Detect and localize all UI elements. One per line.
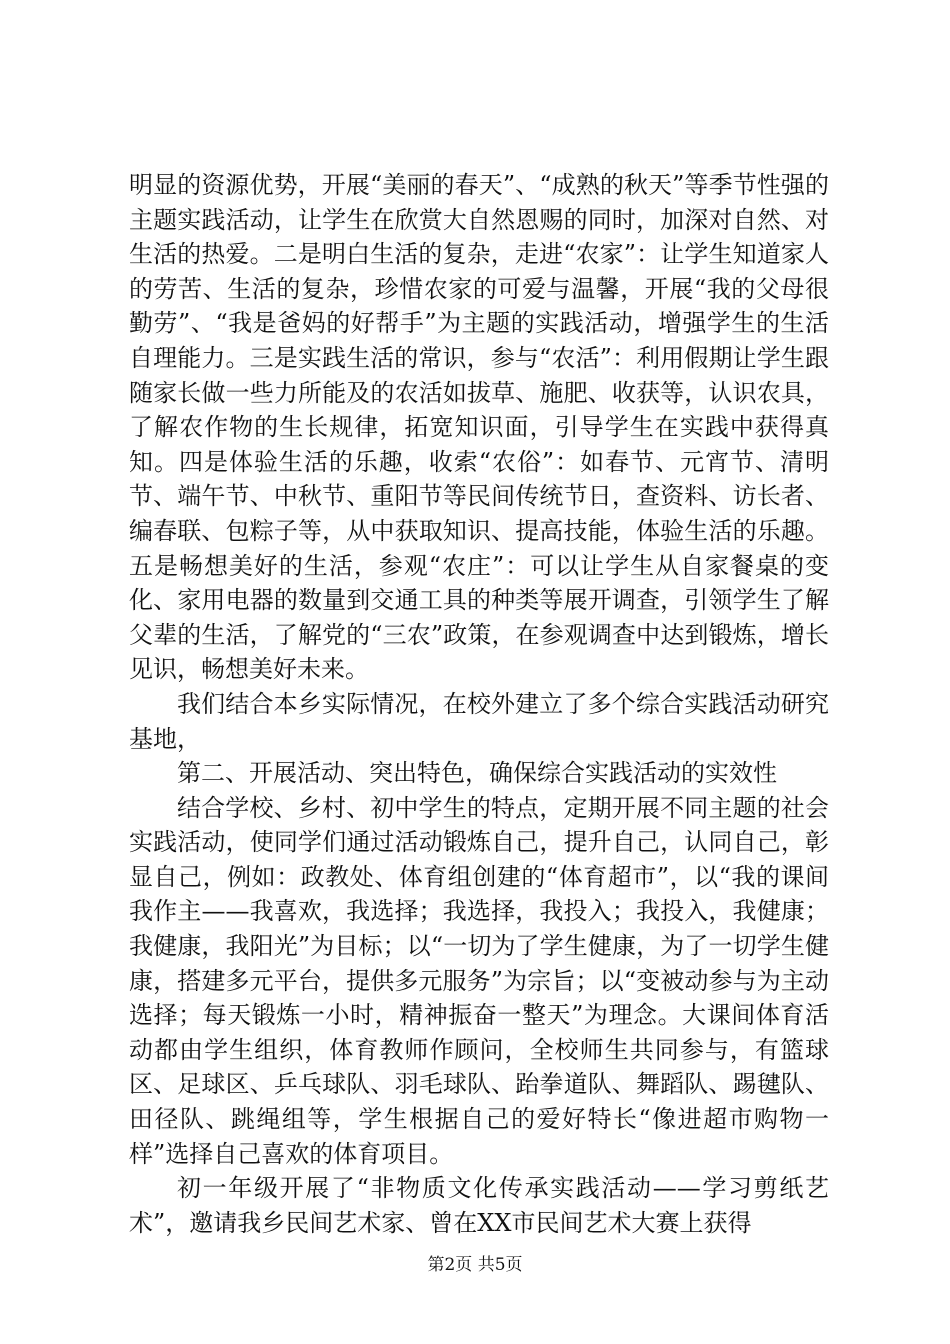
section-heading-second: 第二、开展活动、突出特色，确保综合实践活动的实效性 <box>177 759 777 788</box>
document-body <box>129 168 829 1240</box>
paragraph-sports-supermarket: 结合学校、乡村、初中学生的特点，定期开展不同主题的社会实践活动，使同学们通过活动锻炼自己，提升自己，认同自己，彰显自己，例如：政教处、体育组创建的“体育超市”，以“我的课间我作主——我喜欢，我选择；我选择，我投入；我投入，我健康；我健康，我阳光”为目标；以“一切为了学生健康，为了一切学生健康，搭建多元平台，提供多元服务”为宗旨；以“变被动参与为主动选择；每天锻炼一小时，精神振奋一整天”为理念。大课间体育活动都由学生组织，体育教师作顾问，全校师生共同参与，有篮球区、足球区、乒乓球队、羽毛球队、跆拳道队、舞蹈队、踢毽队、田径队、跳绳组等，学生根据自己的爱好特长“像进超市购物一样”选择自己喜欢的体育项目。 <box>129 793 829 1168</box>
paragraph-continued: 明显的资源优势，开展“美丽的春天”、“成熟的秋天”等季节性强的主题实践活动，让学生在欣赏大自然恩赐的同时，加深对自然、对生活的热爱。二是明白生活的复杂，走进“农家”：让学生知道家人的劳苦、生活的复杂，珍惜农家的可爱与温馨，开展“我的父母很勤劳”、“我是爸妈的好帮手”为主题的实践活动，增强学生的生活自理能力。三是实践生活的常识，参与“农活”：利用假期让学生跟随家长做一些力所能及的农活如拔草、施肥、收获等，认识农具，了解农作物的生长规律，拓宽知识面，引导学生在实践中获得真知。四是体验生活的乐趣，收索“农俗”：如春节、元宵节、清明节、端午节、中秋节、重阳节等民间传统节日，查资料、访长者、编春联、包粽子等，从中获取知识、提高技能，体验生活的乐趣。五是畅想美好的生活，参观“农庄”：可以让学生从自家餐桌的变化、家用电器的数量到交通工具的种类等展开调查，引领学生了解父辈的生活，了解党的“三农”政策，在参观调查中达到锻炼，增长见识，畅想美好未来。 <box>129 171 829 684</box>
paragraph-paper-cutting: 初一年级开展了“非物质文化传承实践活动——学习剪纸艺术”，邀请我乡民间艺术家、曾在XX市民间艺术大赛上获得 <box>129 1174 829 1237</box>
page-footer: 第2页 共5页 <box>427 1255 523 1275</box>
paragraph-practice-bases: 我们结合本乡实际情况，在校外建立了多个综合实践活动研究基地， <box>129 689 829 753</box>
